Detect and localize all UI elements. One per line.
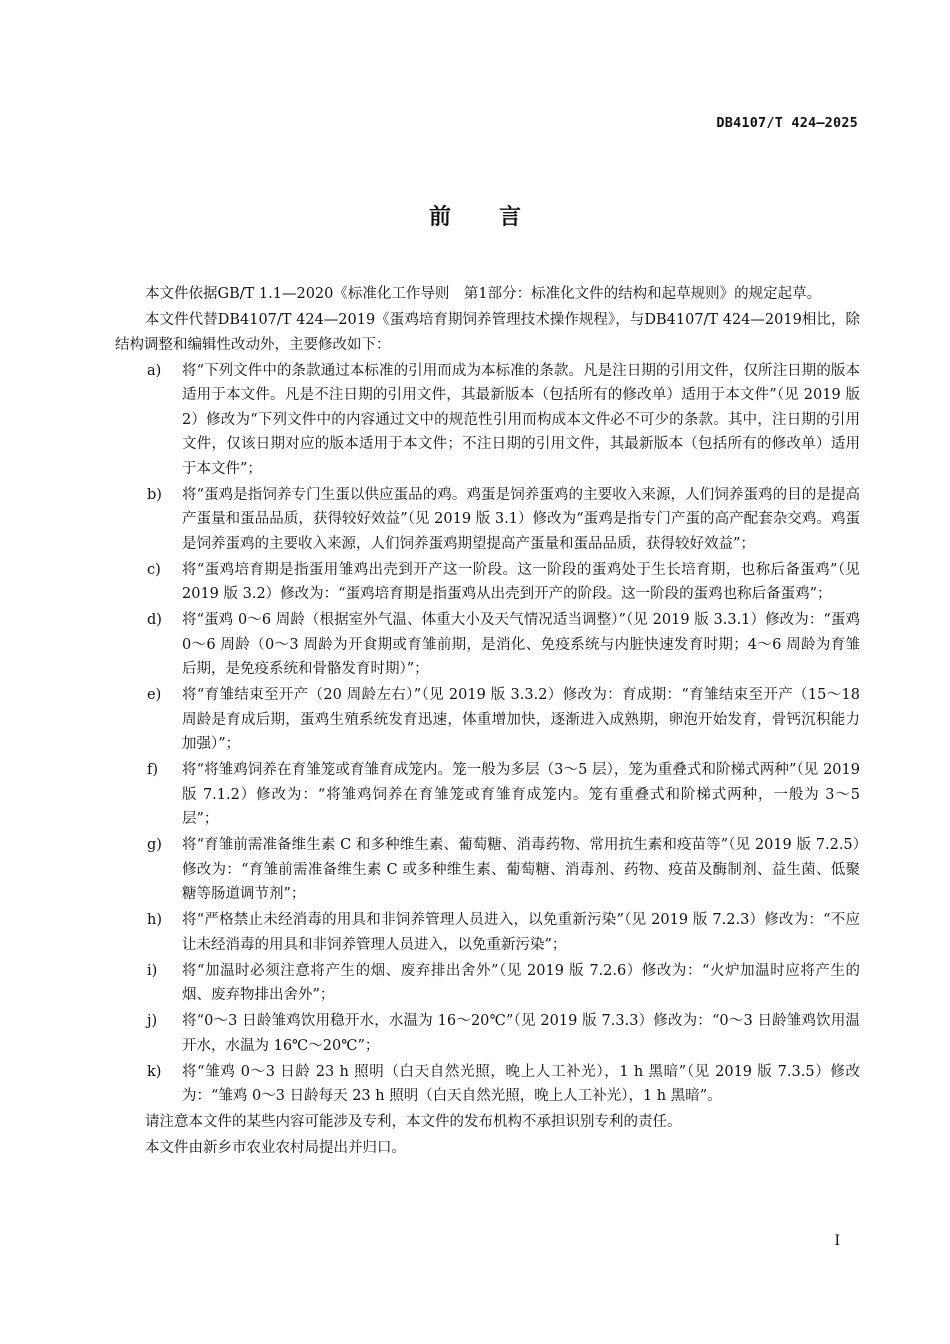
list-marker: c) [147, 561, 161, 578]
list-marker: d) [147, 612, 162, 628]
list-item-text: 将“将雏鸡饲养在育雏笼或育雏育成笼内。笼一般为多层（3～5 层），笼为重叠式和阶梯式两种”（见 2019 版 7.1.2）修改为：“将雏鸡饲养在育雏笼或育雏育成笼内。笼有重叠式和阶梯式两种，一般为 3～5 层”； [182, 762, 860, 827]
list-marker: k) [147, 1063, 162, 1080]
list-item-text: 将“蛋鸡 0～6 周龄（根据室外气温、体重大小及天气情况适当调整）”（见 2019 版 3.3.1）修改为：“蛋鸡 0～6 周龄（0～3 周龄为开食期或育雏前期，是消化、免疫系统与内脏快速发育时期；4～6 周龄为育雏后期，是免疫系统和骨骼发育时期）”； [182, 612, 860, 677]
closing-paragraph: 本文件由新乡市农业农村局提出并归口。 [145, 1140, 406, 1156]
list-item [115, 833, 860, 907]
list-marker: h) [147, 912, 162, 928]
list-item-text: 将“育雏结束至开产（20 周龄左右）”（见 2019 版 3.3.2）修改为：育成期：“育雏结束至开产（15～18 周龄是育成后期，蛋鸡生殖系统发育迅速，体重增加快，逐渐进入成熟期，卵泡开始发育，骨钙沉积能力加强）”； [182, 687, 860, 752]
list-item-text: 将“加温时必须注意将产生的烟、废弃排出舍外”（见 2019 版 7.2.6）修改为：“火炉加温时应将产生的烟、废弃物排出舍外”； [182, 962, 860, 1003]
list-marker: f) [147, 762, 159, 778]
closing-paragraph: 请注意本文件的某些内容可能涉及专利，本文件的发布机构不承担识别专利的责任。 [145, 1114, 682, 1130]
list-item [115, 359, 860, 482]
document-body [115, 282, 860, 1162]
list-item [115, 608, 860, 682]
page-number: I [834, 1233, 840, 1249]
list-marker: g) [147, 837, 162, 853]
list-item-text: 将“蛋鸡是指饲养专门生蛋以供应蛋品的鸡。鸡蛋是饲养蛋鸡的主要收入来源，人们饲养蛋鸡的目的是提高产蛋量和蛋品品质，获得较好效益”（见 2019 版 3.1）修改为“蛋鸡是指专门产蛋的高产配套杂交鸡。鸡蛋是饲养蛋鸡的主要收入来源，人们饲养蛋鸡期望提高产蛋量和蛋品品质，获得较好效益”； [182, 486, 860, 552]
list-item [115, 959, 860, 1008]
list-marker: b) [147, 486, 162, 503]
page-title: 前言 [428, 205, 569, 230]
list-item [115, 908, 860, 957]
list-marker: a) [147, 362, 162, 379]
intro-paragraph: 本文件依据GB/T 1.1—2020《标准化工作导则 第1部分：标准化文件的结构和起草规则》的规定起草。 [145, 286, 822, 302]
list-item [115, 1009, 860, 1058]
list-item-text: 将“0～3 日龄雏鸡饮用稳开水，水温为 16～20℃”（见 2019 版 7.3.3）修改为：“0～3 日龄雏鸡饮用温开水，水温为 16℃～20℃”； [182, 1013, 860, 1054]
list-marker: i) [147, 962, 158, 979]
list-marker: e) [147, 687, 162, 703]
list-item [115, 683, 860, 757]
list-item-text: 将“下列文件中的条款通过本标准的引用而成为本标准的条款。凡是注日期的引用文件，仅所注日期的版本适用于本文件。凡是不注日期的引用文件，其最新版本（包括所有的修改单）适用于本文件”（见 2019 版 2）修改为“下列文件中的内容通过文中的规范性引用而构成本文件必不可少的条款。其中，注日期的引用文件，仅该日期对应的版本适用于本文件；不注日期的引用文件，其最新版本（包括所有的修改单）适用于本文件”； [182, 362, 860, 477]
list-item-text: 将“蛋鸡培育期是指蛋用雏鸡出壳到开产这一阶段。这一阶段的蛋鸡处于生长培育期，也称后备蛋鸡”（见 2019 版 3.2）修改为：“蛋鸡培育期是指蛋鸡从出壳到开产的阶段。这一阶段的蛋鸡也称后备蛋鸡”； [182, 561, 860, 602]
list-item-text: 将“雏鸡 0～3 日龄 23 h 照明（白天自然光照，晚上人工补光），1 h 黑暗”（见 2019 版 7.3.5）修改为：“雏鸡 0～3 日龄每天 23 h 照明（白天自然光照，晚上人工补光），1 h 黑暗”。 [182, 1063, 860, 1104]
list-item [115, 558, 860, 607]
list-item [115, 1060, 860, 1109]
list-item [115, 758, 860, 832]
document-code: DB4107/T 424—2025 [716, 115, 858, 131]
list-item-text: 将“育雏前需准备维生素 C 和多种维生素、葡萄糖、消毒药物、常用抗生素和疫苗等”（见 2019 版 7.2.5）修改为：“育雏前需准备维生素 C 或多种维生素、葡萄糖、消毒剂、药物、疫苗及酶制剂、益生菌、低聚糖等肠道调节剂”； [182, 837, 860, 902]
list-item [115, 483, 860, 557]
list-marker: j) [147, 1013, 158, 1029]
intro-paragraph: 本文件代替DB4107/T 424—2019《蛋鸡培育期饲养管理技术操作规程》，与DB4107/T 424—2019相比，除结构调整和编辑性改动外，主要修改如下： [115, 312, 860, 353]
list-item-text: 将“严格禁止未经消毒的用具和非饲养管理人员进入，以免重新污染”（见 2019 版 7.2.3）修改为：“不应让未经消毒的用具和非饲养管理人员进入，以免重新污染”； [182, 912, 860, 953]
